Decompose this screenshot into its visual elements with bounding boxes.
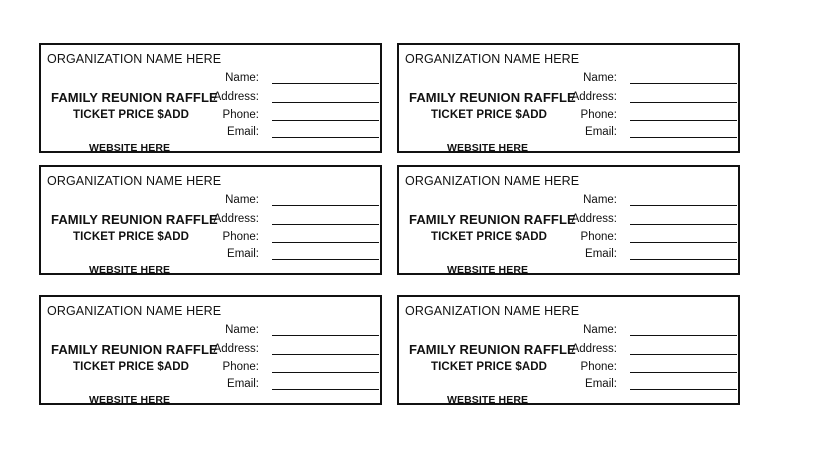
address-label: Address: <box>213 213 259 225</box>
ticket-price: TICKET PRICE $ADD <box>73 109 190 121</box>
event-title: FAMILY REUNION RAFFLE <box>51 342 218 357</box>
address-field[interactable] <box>272 102 379 103</box>
phone-field[interactable] <box>630 120 737 121</box>
name-label: Name: <box>225 194 259 206</box>
name-field[interactable] <box>630 83 737 84</box>
address-label: Address: <box>213 343 259 355</box>
email-label: Email: <box>227 378 259 390</box>
raffle-ticket <box>397 43 740 153</box>
website-label: WEBSITE HERE <box>447 394 529 406</box>
organization-name: ORGANIZATION NAME HERE <box>47 174 222 188</box>
name-label: Name: <box>225 324 259 336</box>
phone-label: Phone: <box>580 361 617 373</box>
event-title: FAMILY REUNION RAFFLE <box>51 212 218 227</box>
name-field[interactable] <box>630 335 737 336</box>
website-label: WEBSITE HERE <box>89 264 171 276</box>
email-field[interactable] <box>630 137 737 138</box>
raffle-ticket <box>39 295 382 405</box>
phone-field[interactable] <box>272 120 379 121</box>
phone-label: Phone: <box>222 231 259 243</box>
raffle-ticket <box>397 295 740 405</box>
phone-field[interactable] <box>272 372 379 373</box>
address-field[interactable] <box>272 224 379 225</box>
raffle-ticket <box>397 165 740 275</box>
email-label: Email: <box>585 248 617 260</box>
name-field[interactable] <box>272 205 379 206</box>
phone-label: Phone: <box>580 231 617 243</box>
website-label: WEBSITE HERE <box>89 394 171 406</box>
email-label: Email: <box>585 378 617 390</box>
phone-field[interactable] <box>630 242 737 243</box>
address-field[interactable] <box>630 354 737 355</box>
name-label: Name: <box>225 72 259 84</box>
organization-name: ORGANIZATION NAME HERE <box>47 304 222 318</box>
email-label: Email: <box>585 126 617 138</box>
ticket-price: TICKET PRICE $ADD <box>431 109 548 121</box>
event-title: FAMILY REUNION RAFFLE <box>51 90 218 105</box>
address-field[interactable] <box>630 224 737 225</box>
event-title: FAMILY REUNION RAFFLE <box>409 90 576 105</box>
email-field[interactable] <box>630 259 737 260</box>
phone-label: Phone: <box>222 109 259 121</box>
email-label: Email: <box>227 248 259 260</box>
event-title: FAMILY REUNION RAFFLE <box>409 212 576 227</box>
organization-name: ORGANIZATION NAME HERE <box>405 52 580 66</box>
website-label: WEBSITE HERE <box>447 264 529 276</box>
phone-field[interactable] <box>630 372 737 373</box>
address-label: Address: <box>571 91 617 103</box>
website-label: WEBSITE HERE <box>447 142 529 154</box>
ticket-price: TICKET PRICE $ADD <box>431 361 548 373</box>
ticket-price: TICKET PRICE $ADD <box>73 361 190 373</box>
organization-name: ORGANIZATION NAME HERE <box>405 174 580 188</box>
address-label: Address: <box>213 91 259 103</box>
email-field[interactable] <box>272 259 379 260</box>
phone-label: Phone: <box>222 361 259 373</box>
raffle-ticket <box>39 165 382 275</box>
phone-label: Phone: <box>580 109 617 121</box>
phone-field[interactable] <box>272 242 379 243</box>
email-label: Email: <box>227 126 259 138</box>
email-field[interactable] <box>272 137 379 138</box>
address-field[interactable] <box>630 102 737 103</box>
name-label: Name: <box>583 324 617 336</box>
name-label: Name: <box>583 72 617 84</box>
name-label: Name: <box>583 194 617 206</box>
email-field[interactable] <box>630 389 737 390</box>
address-label: Address: <box>571 213 617 225</box>
email-field[interactable] <box>272 389 379 390</box>
address-label: Address: <box>571 343 617 355</box>
name-field[interactable] <box>630 205 737 206</box>
raffle-ticket <box>39 43 382 153</box>
ticket-price: TICKET PRICE $ADD <box>73 231 190 243</box>
name-field[interactable] <box>272 335 379 336</box>
ticket-price: TICKET PRICE $ADD <box>431 231 548 243</box>
organization-name: ORGANIZATION NAME HERE <box>47 52 222 66</box>
organization-name: ORGANIZATION NAME HERE <box>405 304 580 318</box>
address-field[interactable] <box>272 354 379 355</box>
event-title: FAMILY REUNION RAFFLE <box>409 342 576 357</box>
name-field[interactable] <box>272 83 379 84</box>
website-label: WEBSITE HERE <box>89 142 171 154</box>
